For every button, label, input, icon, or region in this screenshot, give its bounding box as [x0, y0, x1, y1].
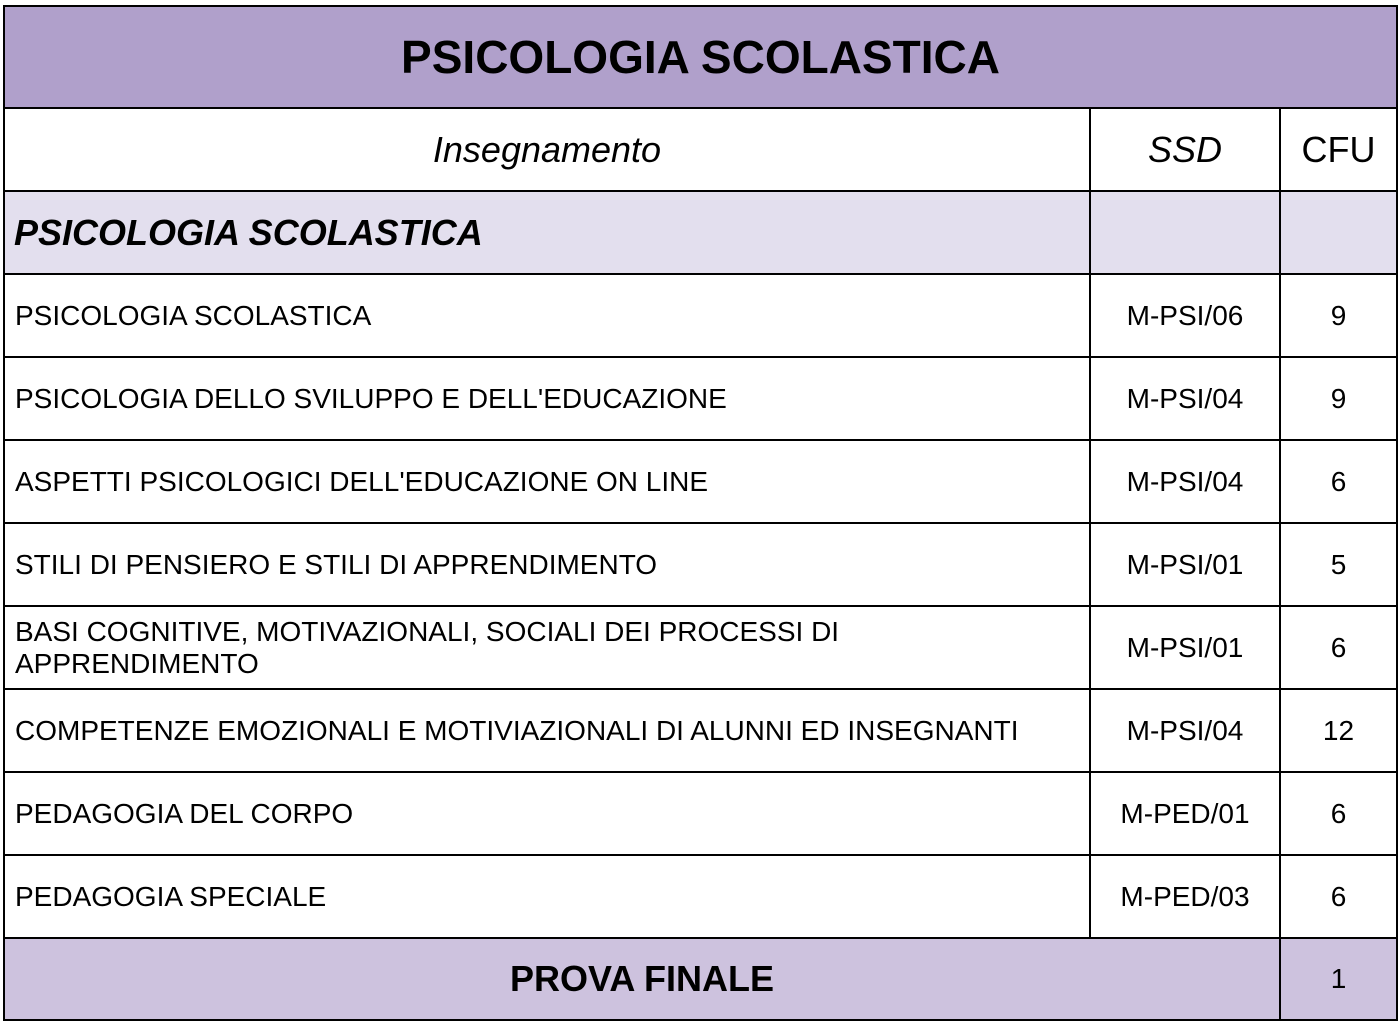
- course-cfu: 5: [1280, 523, 1397, 606]
- curriculum-body: [4, 6, 1397, 1020]
- course-name: PSICOLOGIA DELLO SVILUPPO E DELL'EDUCAZIONE: [4, 357, 1090, 440]
- course-name: PEDAGOGIA SPECIALE: [4, 855, 1090, 938]
- table-row: [4, 772, 1397, 855]
- course-ssd: M-PSI/06: [1090, 274, 1280, 357]
- course-ssd: M-PED/03: [1090, 855, 1280, 938]
- course-ssd: M-PSI/04: [1090, 689, 1280, 772]
- table-row: [4, 440, 1397, 523]
- section-ssd-cell: [1090, 191, 1280, 274]
- course-cfu: 6: [1280, 772, 1397, 855]
- course-name: COMPETENZE EMOZIONALI E MOTIVIAZIONALI DI ALUNNI ED INSEGNANTI: [4, 689, 1090, 772]
- title-row: [4, 6, 1397, 108]
- final-label: PROVA FINALE: [4, 938, 1280, 1020]
- course-ssd: M-PSI/01: [1090, 606, 1280, 689]
- final-cfu: 1: [1280, 938, 1397, 1020]
- course-name: STILI DI PENSIERO E STILI DI APPRENDIMENTO: [4, 523, 1090, 606]
- table-row: [4, 274, 1397, 357]
- course-cfu: 12: [1280, 689, 1397, 772]
- course-ssd: M-PSI/04: [1090, 440, 1280, 523]
- table-row: [4, 523, 1397, 606]
- table-row: [4, 689, 1397, 772]
- header-ssd: SSD: [1090, 108, 1280, 191]
- course-name: PSICOLOGIA SCOLASTICA: [4, 274, 1090, 357]
- course-cfu: 6: [1280, 606, 1397, 689]
- table-title: PSICOLOGIA SCOLASTICA: [4, 6, 1397, 108]
- course-name: BASI COGNITIVE, MOTIVAZIONALI, SOCIALI DEI PROCESSI DI APPRENDIMENTO: [4, 606, 1090, 689]
- header-insegnamento: Insegnamento: [4, 108, 1090, 191]
- final-row: [4, 938, 1397, 1020]
- section-label: PSICOLOGIA SCOLASTICA: [4, 191, 1090, 274]
- course-name: ASPETTI PSICOLOGICI DELL'EDUCAZIONE ON LINE: [4, 440, 1090, 523]
- course-cfu: 9: [1280, 274, 1397, 357]
- course-cfu: 6: [1280, 440, 1397, 523]
- course-name: PEDAGOGIA DEL CORPO: [4, 772, 1090, 855]
- table-row: [4, 855, 1397, 938]
- course-cfu: 6: [1280, 855, 1397, 938]
- header-cfu: CFU: [1280, 108, 1397, 191]
- section-row: [4, 191, 1397, 274]
- course-cfu: 9: [1280, 357, 1397, 440]
- course-ssd: M-PED/01: [1090, 772, 1280, 855]
- header-row: [4, 108, 1397, 191]
- section-cfu-cell: [1280, 191, 1397, 274]
- curriculum-table: [3, 5, 1398, 1021]
- course-ssd: M-PSI/04: [1090, 357, 1280, 440]
- table-row: [4, 357, 1397, 440]
- table-row: [4, 606, 1397, 689]
- course-ssd: M-PSI/01: [1090, 523, 1280, 606]
